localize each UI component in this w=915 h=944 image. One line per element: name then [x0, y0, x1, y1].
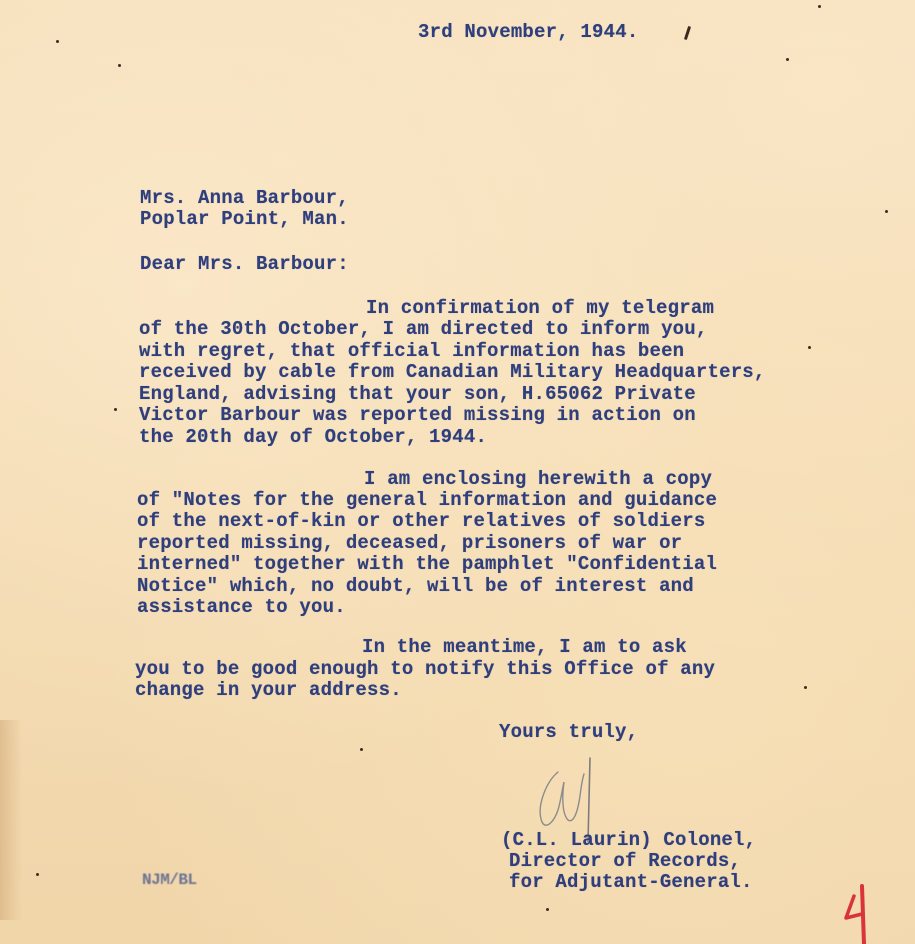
signatory-name: (C.L. Laurin) Colonel,	[501, 829, 757, 851]
paragraph-line: interned" together with the pamphlet "Confidential	[137, 553, 718, 575]
signatory-for: for Adjutant-General.	[509, 871, 753, 893]
paragraph-line: assistance to you.	[137, 596, 346, 618]
reference-initials: NJM/BL	[142, 871, 197, 889]
paper-speck	[885, 210, 888, 213]
paper-speck	[118, 64, 121, 67]
handwritten-page-number	[838, 880, 888, 944]
paragraph-line: I am enclosing herewith a copy	[364, 468, 713, 490]
paragraph-line: you to be good enough to notify this Office of any	[135, 658, 716, 680]
paragraph-line: reported missing, deceased, prisoners of war or	[137, 532, 683, 554]
paragraph-line: England, advising that your son, H.65062 Private	[139, 383, 696, 405]
salutation: Dear Mrs. Barbour:	[140, 253, 349, 275]
paper-stain	[0, 720, 22, 920]
paragraph-line: of "Notes for the general information and guidance	[137, 489, 718, 511]
paragraph-line: the 20th day of October, 1944.	[139, 426, 488, 448]
paper-speck	[114, 408, 117, 411]
paper-speck	[360, 748, 363, 751]
paragraph-line: In confirmation of my telegram	[366, 297, 715, 319]
paragraph-line: of the next-of-kin or other relatives of soldiers	[137, 510, 706, 532]
paragraph-line: Notice" which, no doubt, will be of interest and	[137, 575, 694, 597]
paragraph-line: received by cable from Canadian Military Headquarters,	[139, 361, 766, 383]
paragraph-line: In the meantime, I am to ask	[362, 636, 687, 658]
paper-speck	[786, 58, 789, 61]
signatory-title: Director of Records,	[509, 850, 742, 872]
paragraph-line: of the 30th October, I am directed to inform you,	[139, 318, 708, 340]
paper-speck	[808, 346, 811, 349]
letter-date: 3rd November, 1944.	[418, 21, 639, 43]
paper-speck	[804, 686, 807, 689]
recipient-address: Poplar Point, Man.	[140, 208, 349, 230]
paper-speck	[818, 5, 821, 8]
paper-speck	[546, 908, 549, 911]
paper-speck	[56, 40, 59, 43]
paragraph-line: change in your address.	[135, 679, 402, 701]
pencil-tick-mark	[684, 26, 691, 40]
paragraph-line: Victor Barbour was reported missing in action on	[139, 404, 696, 426]
recipient-name: Mrs. Anna Barbour,	[140, 187, 349, 209]
paper-speck	[36, 873, 39, 876]
closing: Yours truly,	[499, 721, 639, 743]
paragraph-line: with regret, that official information has been	[139, 340, 685, 362]
